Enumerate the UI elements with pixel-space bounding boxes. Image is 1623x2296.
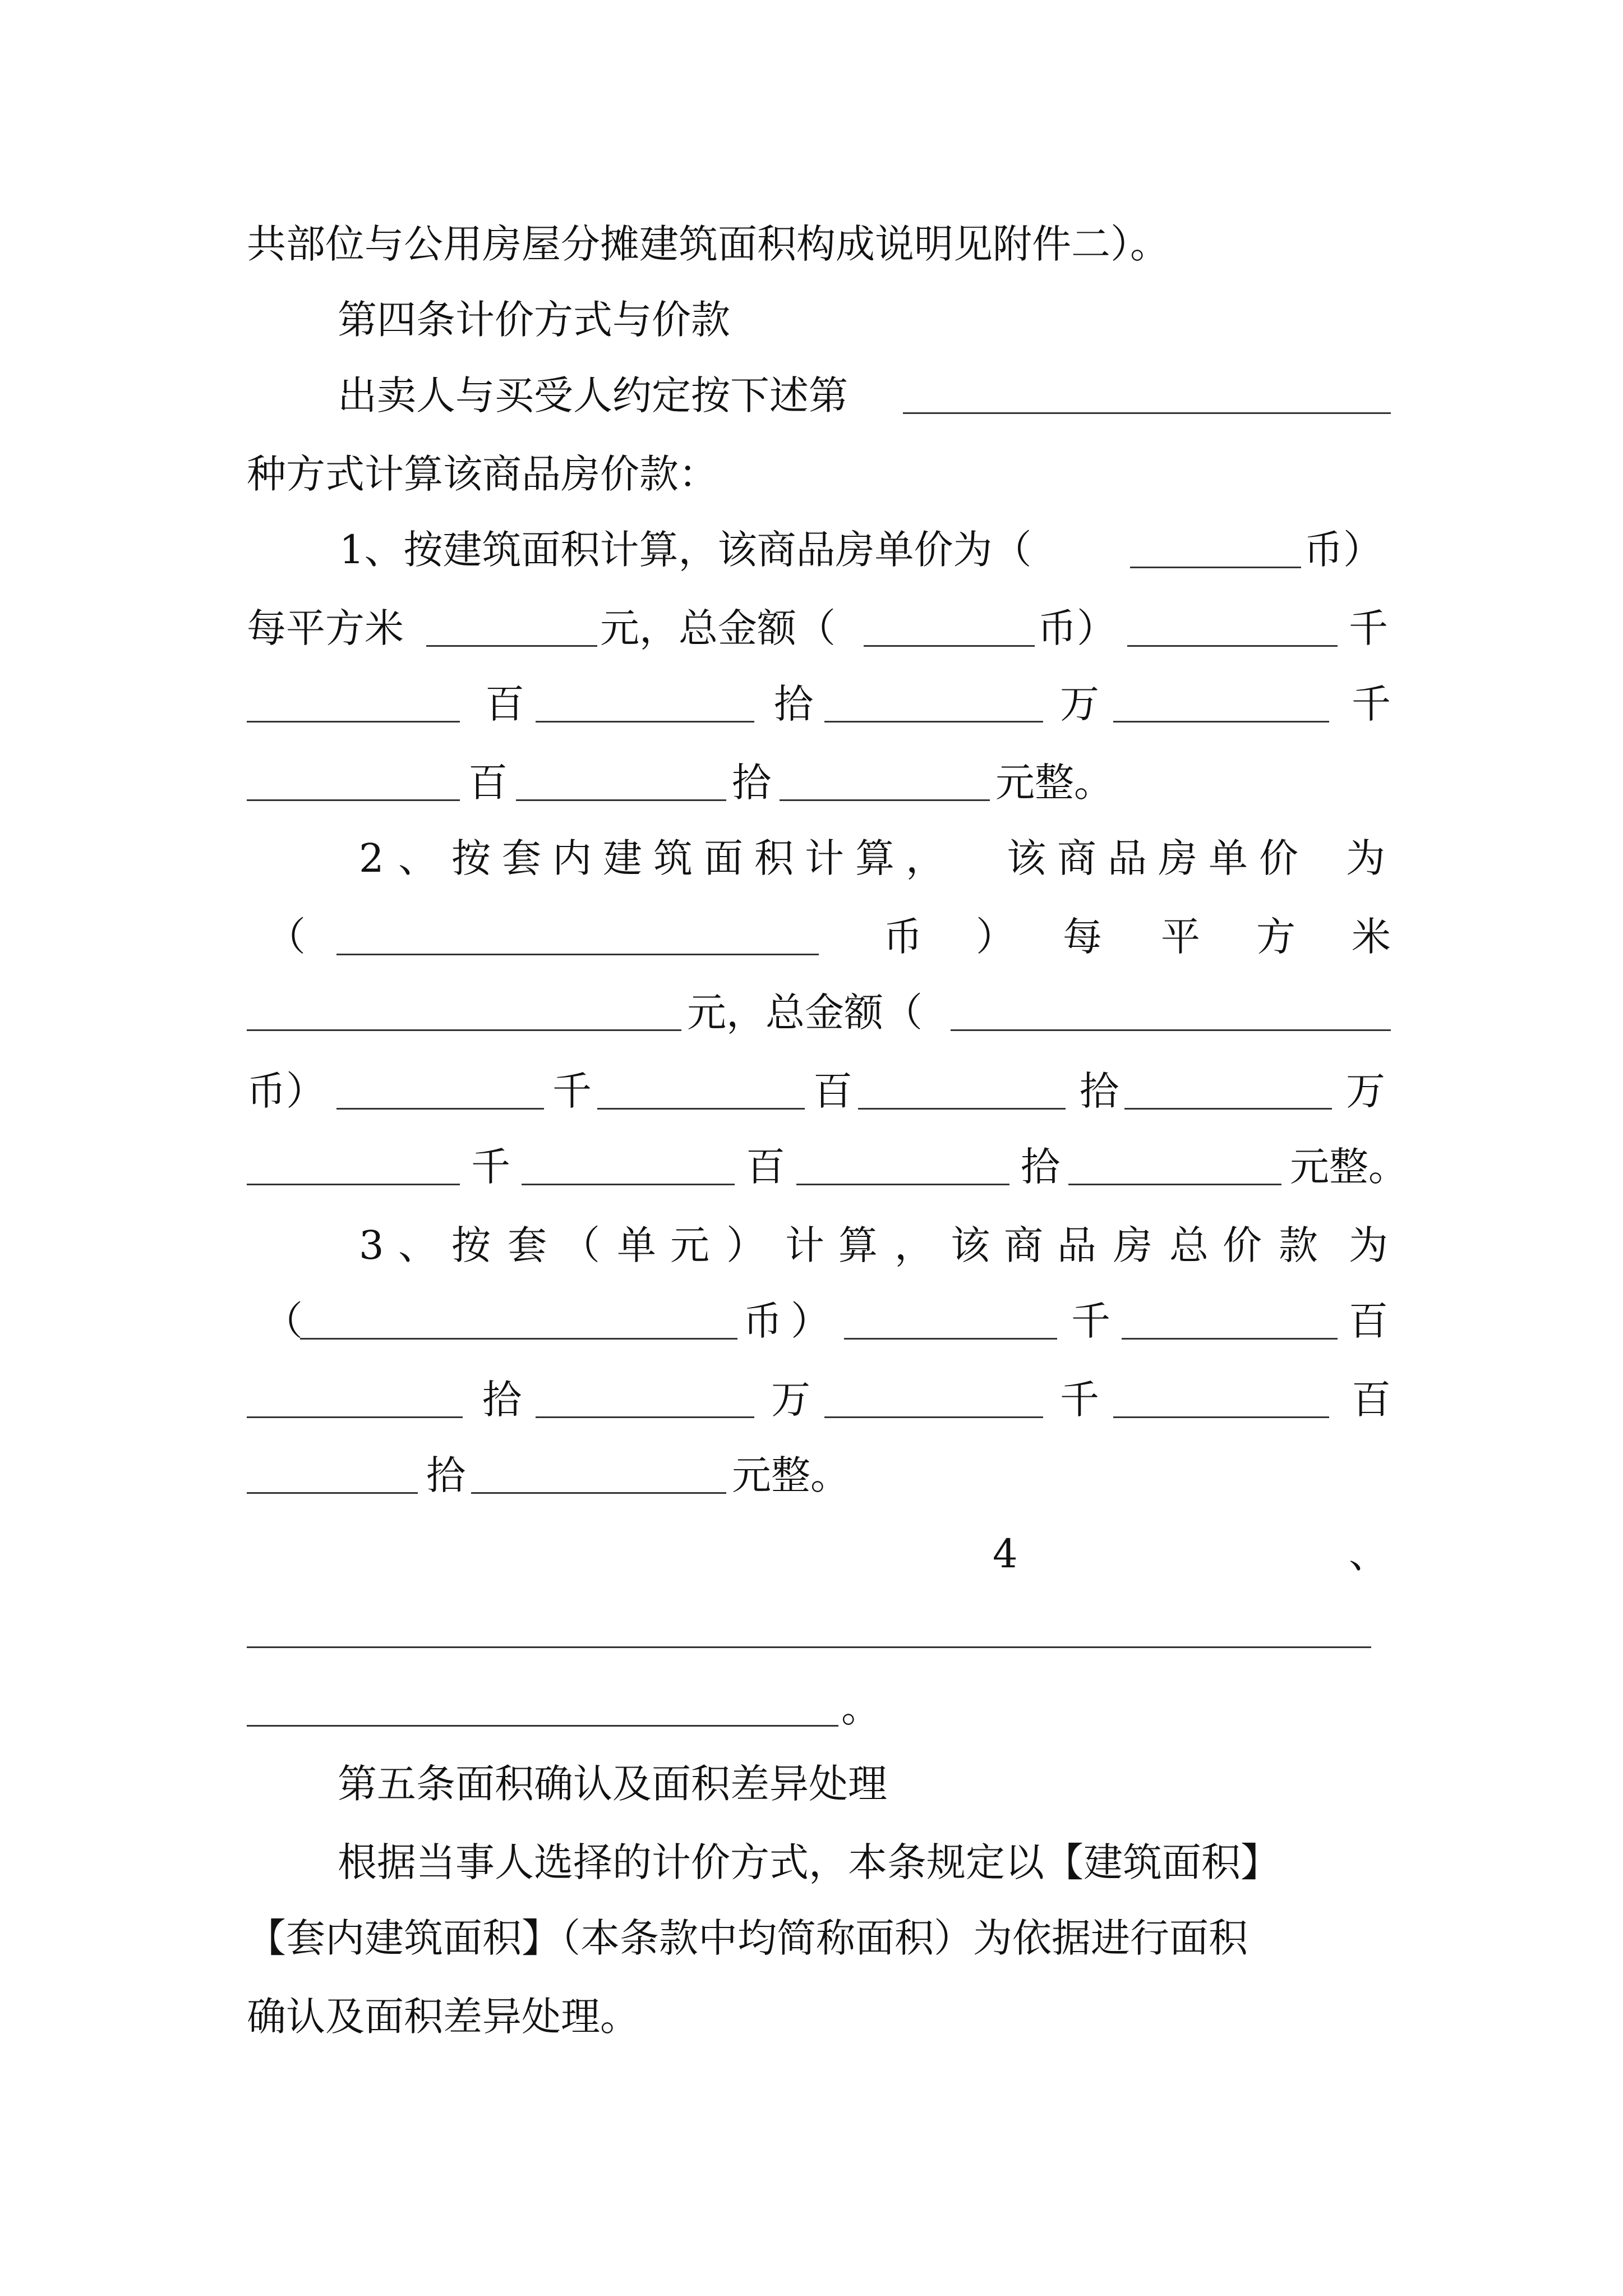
unit-price-blank <box>247 1029 681 1031</box>
option-3-char: 单 <box>617 1222 656 1268</box>
unit-qian: 千 <box>1060 1377 1099 1423</box>
currency-label: 币） <box>1304 527 1382 573</box>
text-line <box>0 1287 1623 1355</box>
unit-qian: 千 <box>1352 681 1391 727</box>
amount-blank <box>824 1416 1043 1418</box>
option-3-char: 该 <box>951 1222 990 1268</box>
currency-label: 币） <box>1038 605 1116 651</box>
amount-blank <box>780 799 990 801</box>
paren-open: （ <box>264 1298 303 1344</box>
option-4-number: 4 <box>993 1531 1018 1577</box>
option-3-char: 元 <box>670 1222 709 1268</box>
amount-blank <box>336 1108 544 1110</box>
unit-qian: 千 <box>552 1068 592 1114</box>
article-5-paragraph: 确认及面积差异处理。 <box>247 1994 639 2040</box>
amount-blank <box>1124 1108 1332 1110</box>
currency-char: ） <box>791 1298 830 1344</box>
text-line <box>0 749 1623 816</box>
text-line <box>0 1133 1623 1200</box>
amount-blank <box>516 799 726 801</box>
unit-bai: 百 <box>1349 1298 1388 1344</box>
unit-bai: 百 <box>813 1068 852 1114</box>
per-sqm-char: 米 <box>1352 914 1391 960</box>
option-2-char: 2 <box>359 835 384 881</box>
option-3-char: 价 <box>1223 1222 1262 1268</box>
text-line <box>0 1750 1623 1818</box>
option-4-blank <box>247 1725 838 1727</box>
amount-blank <box>1127 645 1338 647</box>
text-line <box>0 825 1623 892</box>
option-2-char: ， <box>906 835 945 881</box>
agreement-text: 出卖人与买受人约定按下述第 <box>338 372 848 418</box>
unit-bai: 百 <box>468 760 508 806</box>
amount-blank <box>1113 1416 1329 1418</box>
option-2-char: 内 <box>552 835 592 881</box>
option-3-char: 为 <box>1349 1222 1388 1268</box>
amount-blank <box>1068 1184 1281 1185</box>
text-line <box>0 903 1623 970</box>
option-2-char: 套 <box>502 835 541 881</box>
article-5-paragraph: 根据当事人选择的计价方式，本条规定以【建筑面积】 <box>338 1839 1280 1885</box>
amount-blank <box>597 1108 805 1110</box>
currency-blank <box>336 954 819 955</box>
option-2-char: 算 <box>855 835 895 881</box>
option-3-char: 房 <box>1113 1222 1152 1268</box>
amount-blank <box>471 1492 726 1494</box>
unit-price-blank <box>426 645 597 647</box>
option-2-char: 建 <box>603 835 642 881</box>
unit-bai: 百 <box>485 681 524 727</box>
text-line <box>0 362 1623 429</box>
currency-char: ） <box>976 914 1015 960</box>
unit-wan: 万 <box>771 1377 810 1423</box>
option-3-char: 计 <box>785 1222 824 1268</box>
article-5-paragraph: 【套内建筑面积】（本条款中均简称面积）为依据进行面积 <box>247 1915 1248 1961</box>
option-4-separator: 、 <box>1349 1531 1388 1577</box>
text-line <box>0 1596 1623 1663</box>
option-2-char: 单 <box>1209 835 1248 881</box>
amount-blank <box>796 1184 1009 1185</box>
total-amount-label: 元，总金额（ <box>687 990 923 1036</box>
option-2-char: 房 <box>1158 835 1197 881</box>
unit-shi: 拾 <box>774 681 813 727</box>
amount-blank <box>824 721 1043 723</box>
option-3-char: 品 <box>1057 1222 1096 1268</box>
per-sqm-label: 每平方米 <box>247 605 404 651</box>
option-2-char: 为 <box>1346 835 1385 881</box>
unit-bai: 百 <box>746 1144 785 1190</box>
text-line <box>0 1057 1623 1125</box>
unit-bai: 百 <box>1352 1377 1391 1423</box>
per-sqm-char: 每 <box>1063 914 1102 960</box>
option-1-intro: 1、按建筑面积计算，该商品房单价为（ <box>339 527 1032 573</box>
option-3-char: 款 <box>1279 1222 1318 1268</box>
option-2-char: 品 <box>1108 835 1147 881</box>
option-2-char: 该 <box>1007 835 1046 881</box>
text-line <box>0 1983 1623 2050</box>
currency-blank <box>864 645 1035 647</box>
currency-blank <box>951 1029 1391 1031</box>
text-line <box>0 1212 1623 1279</box>
option-2-char: 、 <box>398 835 437 881</box>
option-4-blank <box>247 1646 1371 1648</box>
text-line <box>0 210 1623 278</box>
option-2-char: 商 <box>1057 835 1096 881</box>
currency-blank <box>300 1338 737 1340</box>
agreement-text-cont: 种方式计算该商品房价款： <box>247 451 718 497</box>
option-3-char: ， <box>895 1222 934 1268</box>
amount-blank <box>858 1108 1066 1110</box>
option-3-char: 算 <box>838 1222 878 1268</box>
option-2-char: 筑 <box>653 835 693 881</box>
text-line <box>0 1829 1623 1896</box>
amount-blank <box>1113 721 1329 723</box>
amount-blank <box>536 1416 754 1418</box>
unit-qian: 千 <box>1349 605 1388 651</box>
text-line <box>0 440 1623 508</box>
method-number-blank <box>903 412 1391 414</box>
text-line <box>0 286 1623 353</box>
text-line <box>0 1904 1623 1972</box>
currency-label: 币） <box>247 1068 325 1114</box>
unit-shi: 拾 <box>732 760 771 806</box>
unit-shi: 拾 <box>426 1452 465 1498</box>
option-3-char: 总 <box>1169 1222 1209 1268</box>
option-3-char: 3 <box>359 1222 384 1268</box>
text-line <box>0 595 1623 662</box>
amount-blank <box>247 1416 463 1418</box>
amount-blank <box>536 721 754 723</box>
option-2-char: 积 <box>754 835 794 881</box>
currency-char: 币 <box>743 1298 782 1344</box>
paragraph-continuation: 共部位与公用房屋分摊建筑面积构成说明见附件二）。 <box>247 221 1169 267</box>
option-2-char: 价 <box>1259 835 1298 881</box>
text-line <box>0 1442 1623 1509</box>
option-3-char: 按 <box>451 1222 491 1268</box>
currency-blank <box>1130 567 1301 568</box>
option-3-char: 套 <box>508 1222 547 1268</box>
unit-shi: 拾 <box>1080 1068 1119 1114</box>
text-line <box>0 516 1623 583</box>
amount-blank <box>247 721 460 723</box>
amount-blank <box>844 1338 1057 1340</box>
text-line <box>0 1520 1623 1588</box>
article-4-heading: 第四条计价方式与价款 <box>338 297 730 343</box>
unit-yuan-zheng: 元整。 <box>995 760 1113 806</box>
option-3-char: 商 <box>1004 1222 1043 1268</box>
option-2-char: 按 <box>451 835 491 881</box>
amount-blank <box>247 1492 418 1494</box>
amount-blank <box>247 799 460 801</box>
unit-shi: 拾 <box>482 1377 522 1423</box>
amount-blank <box>1122 1338 1338 1340</box>
option-2-char: 面 <box>704 835 743 881</box>
text-line <box>0 979 1623 1046</box>
option-2-char: 计 <box>805 835 844 881</box>
currency-char: 币 <box>883 914 923 960</box>
article-5-heading: 第五条面积确认及面积差异处理 <box>338 1761 887 1807</box>
option-3-char: （ <box>561 1222 600 1268</box>
unit-yuan-zheng: 元整。 <box>1290 1144 1408 1190</box>
option-3-char: 、 <box>398 1222 437 1268</box>
per-sqm-char: 平 <box>1161 914 1200 960</box>
unit-qian: 千 <box>471 1144 510 1190</box>
text-line <box>0 1366 1623 1433</box>
amount-blank <box>247 1184 460 1185</box>
option-4-end: 。 <box>841 1685 880 1731</box>
per-sqm-char: 方 <box>1256 914 1295 960</box>
unit-qian: 千 <box>1071 1298 1110 1344</box>
text-line <box>0 670 1623 738</box>
unit-wan: 万 <box>1346 1068 1385 1114</box>
unit-shi: 拾 <box>1021 1144 1060 1190</box>
unit-wan: 万 <box>1060 681 1099 727</box>
total-amount-label: 元，总金额（ <box>600 605 836 651</box>
amount-blank <box>522 1184 735 1185</box>
text-line <box>0 1674 1623 1742</box>
paren-open: （ <box>266 914 306 960</box>
option-3-char: ） <box>726 1222 766 1268</box>
unit-yuan-zheng: 元整。 <box>732 1452 850 1498</box>
